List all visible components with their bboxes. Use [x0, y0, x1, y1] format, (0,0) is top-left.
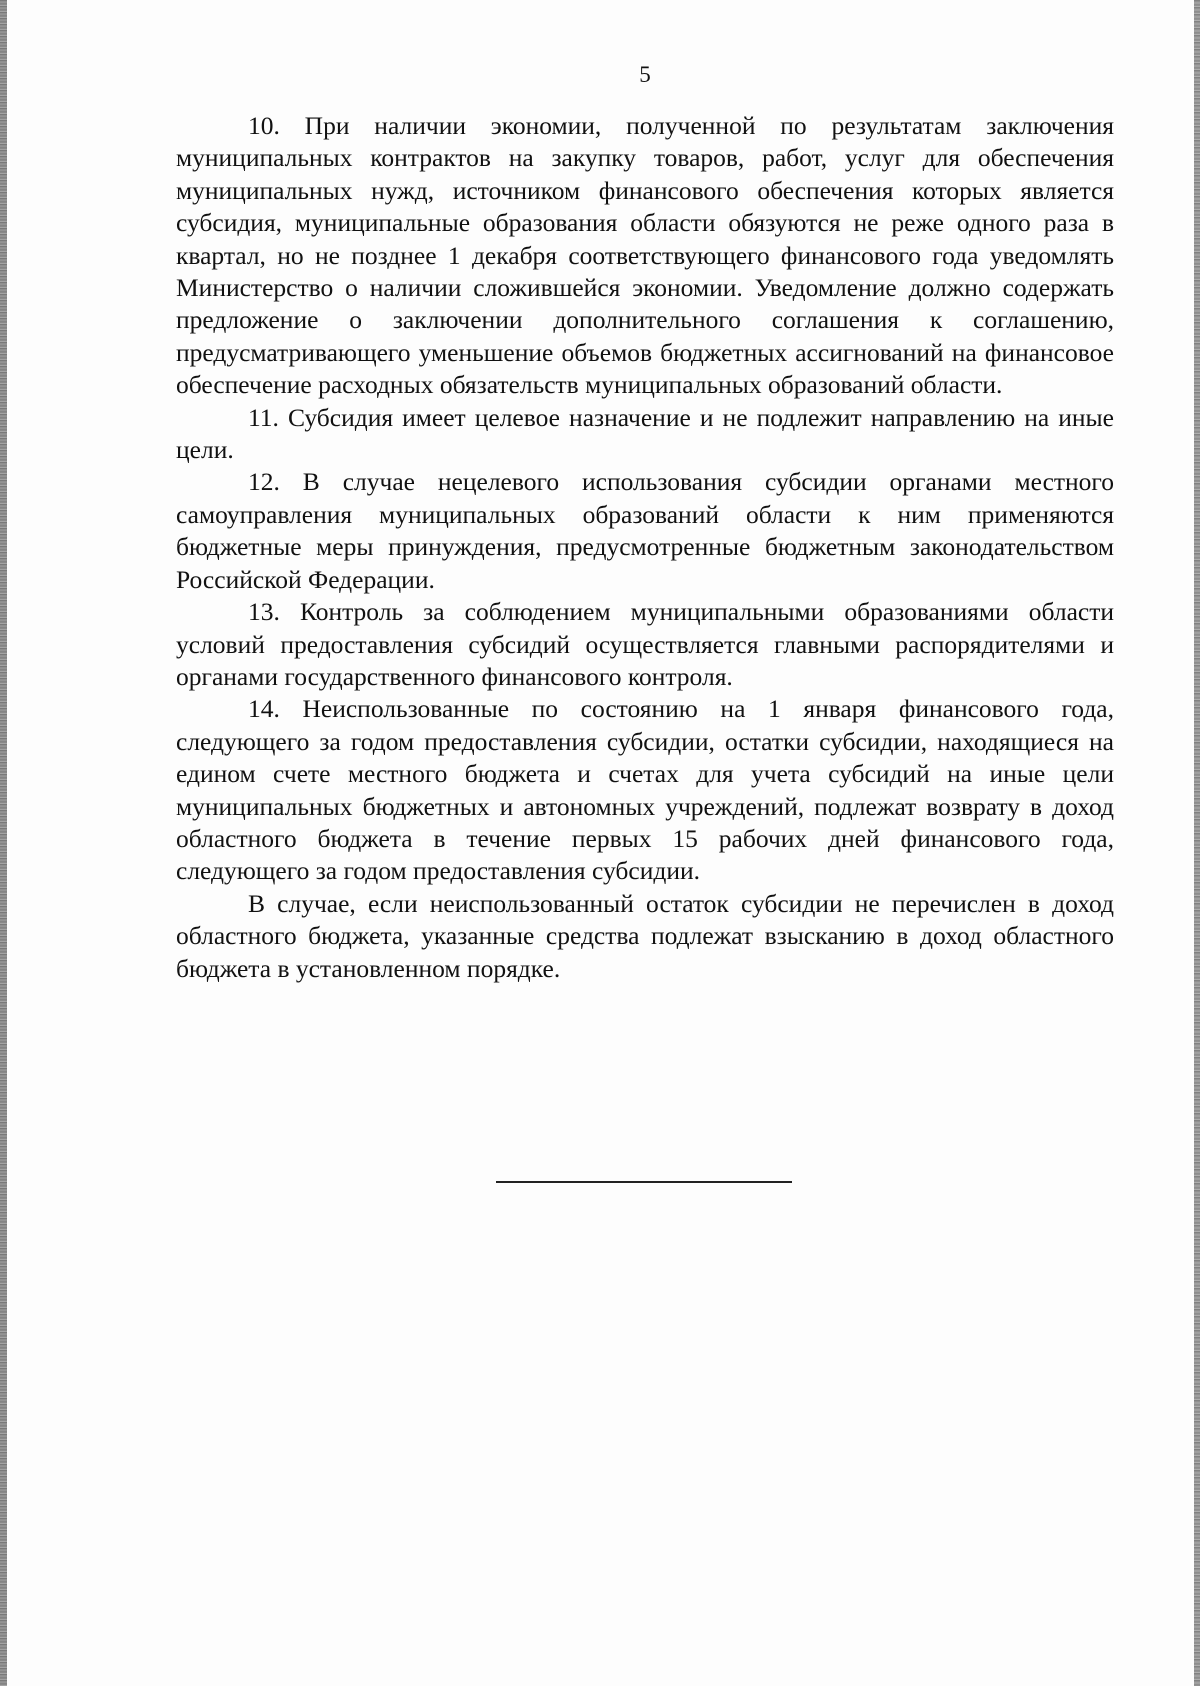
scan-edge-right	[1194, 0, 1200, 1686]
paragraph-12: 12. В случае нецелевого использования субсидии органами местного самоуправления муниципальных образований области к ним применяются бюджетные меры принуждения, предусмотренные бюджетным законодательством Российской Федерации.	[176, 467, 1114, 594]
paragraph-14-continuation: В случае, если неиспользованный остаток субсидии не перечислен в доход областного бюджета, указанные средства подлежат взысканию в доход областного бюджета в установленном порядке.	[176, 888, 1114, 983]
paragraph-13: 13. Контроль за соблюдением муниципальными образованиями области условий предоставления субсидий осуществляется главными распорядителями и органами государственного финансового контроля.	[176, 597, 1114, 691]
paragraph-14: 14. Неиспользованные по состоянию на 1 января финансового года, следующего за годом предоставления субсидии, остатки субсидии, находящиеся на едином счете местного бюджета и счетах для учета субсидий на иные цели муниципальных бюджетных и автономных учреждений, подлежат возврату в доход областного бюджета в течение первых 15 рабочих дней финансового года, следующего за годом предоставления субсидии.	[176, 694, 1114, 886]
scan-edge-left	[0, 0, 7, 1686]
paragraph-11: 11. Субсидия имеет целевое назначение и не подлежит направлению на иные цели.	[176, 402, 1114, 465]
closing-rule	[496, 1181, 792, 1183]
paragraph-10: 10. При наличии экономии, полученной по результатам заключения муниципальных контрактов на закупку товаров, работ, услуг для обеспечения муниципальных нужд, источником финансового обеспечения которых является субсидия, муниципальные образования области обязуются не реже одного раза в квартал, но не позднее 1 декабря соответствующего финансового года уведомлять Министерство о наличии сложившейся экономии. Уведомление должно содержать предложение о заключении дополнительного соглашения к соглашению, предусматривающего уменьшение объемов бюджетных ассигнований на финансовое обеспечение расходных обязательств муниципальных образований области.	[176, 111, 1114, 400]
page-number: 5	[639, 62, 651, 87]
document-body	[176, 110, 1114, 985]
